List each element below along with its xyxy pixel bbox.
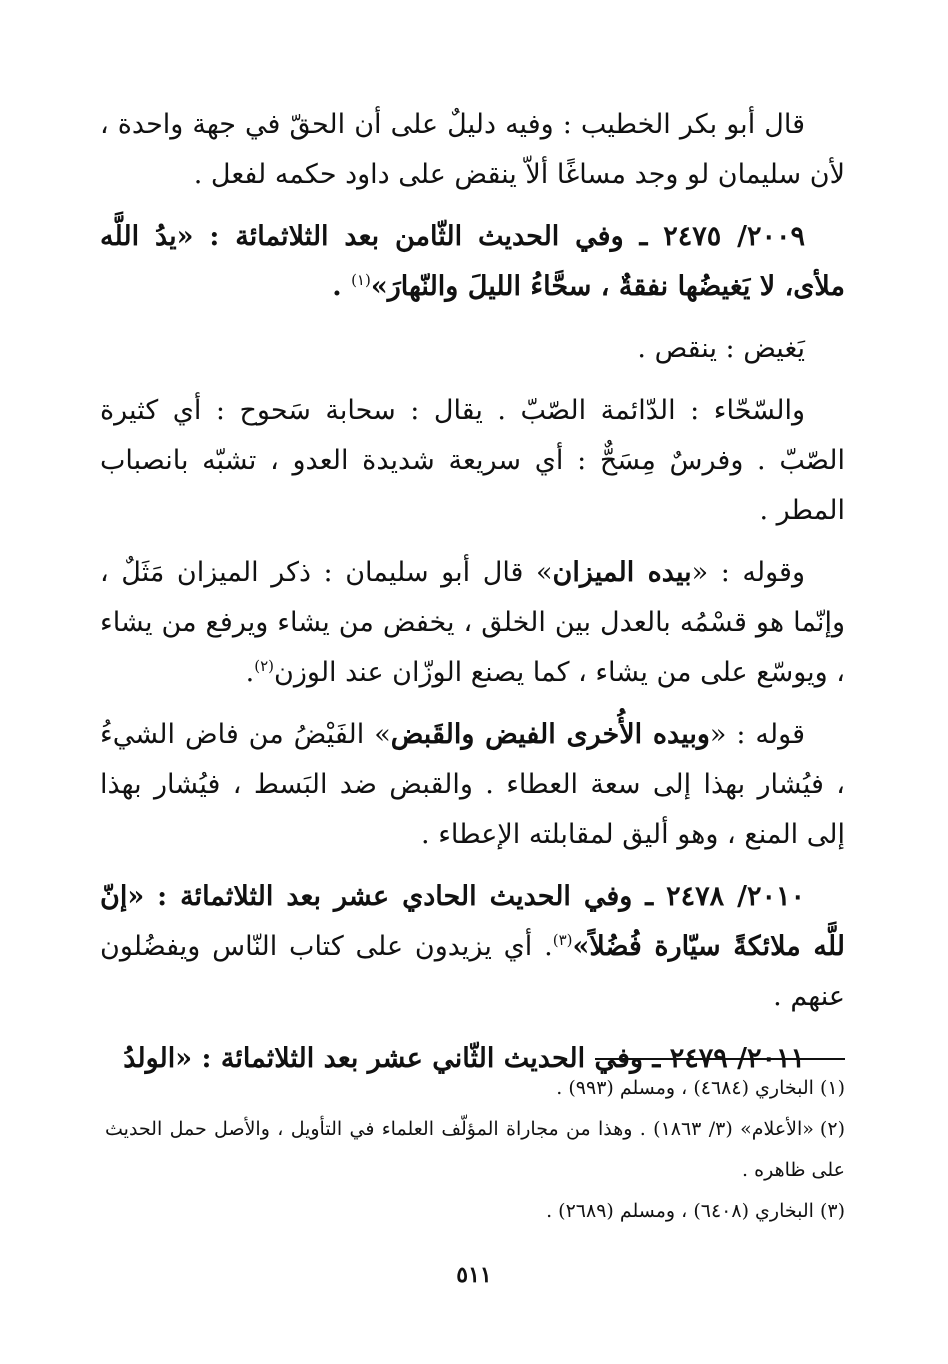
footnotes	[105, 1068, 845, 1232]
paragraph-sahha: والسّحّاء : الدّائمة الصّبّ . يقال : سحابة سَحوح : أي كثيرة الصّبّ . وفرسٌ مِسَحٌّ : أي سريعة شديدة العدو ، تشبّه بانصباب المطر .	[100, 395, 845, 526]
quoted-phrase: بيده الميزان	[552, 557, 692, 588]
footnote-marker-1[interactable]: (١)	[351, 271, 371, 289]
page-body	[100, 100, 845, 1096]
text-segment: وقوله : «	[691, 557, 805, 588]
hadith-text: ـ وفي الحديث الحادي عشر بعد الثلاثمائة : «إنّ للَّه ملائكةً سيّارة فُضُلاً»	[100, 881, 845, 962]
paragraph-khatib-comment: قال أبو بكر الخطيب : وفيه دليلٌ على أن الحقّ في جهة واحدة ، لأن سليمان لو وجد مساغًا ألاّ ينقض على داود حكمه لفعل .	[100, 109, 845, 190]
footnote-number: (٣)	[819, 1200, 845, 1222]
hadith-text: ـ وفي الحديث الثّاني عشر بعد الثلاثمائة : «الولدُ	[123, 1043, 670, 1074]
text-segment: قوله : «	[709, 719, 805, 750]
text-segment: .	[245, 657, 255, 688]
footnote-1	[105, 1068, 845, 1109]
paragraph-mizan	[100, 548, 845, 698]
paragraph-yaghid: يَغيض : ينقص .	[637, 333, 805, 364]
footnote-marker-3[interactable]: (٣)	[552, 931, 573, 949]
hadith-number: ٢٠٠٩/ ٢٤٧٥	[663, 221, 805, 252]
footnote-marker-2[interactable]: (٢)	[254, 657, 274, 675]
footnote-text: البخاري (٤٦٨٤) ، ومسلم (٩٩٣) .	[556, 1077, 814, 1099]
footnote-3	[105, 1191, 845, 1232]
hadith-text: ـ وفي الحديث الثّامن بعد الثلاثمائة : «يدُ اللَّه ملأى، لا يَغيضُها نفقةٌ ، سحَّاءُ الليلَ والنّهارَ»	[100, 221, 845, 302]
hadith-number: ٢٠١٠/ ٢٤٧٨	[666, 881, 805, 912]
hadith-2009	[100, 212, 845, 312]
hadith-tail: . أي يزيدون على كتاب النّاس ويفضُلون عنهم .	[100, 931, 845, 1012]
quoted-phrase: وبيده الأُخرى الفيض والقَبض	[390, 719, 710, 750]
text-segment: » الفَيْضُ من فاض الشيءُ ، فيُشار بهذا إلى سعة العطاء . والقبض ضد البَسط ، فيُشار بهذا إلى المنع ، وهو أليق لمقابلته الإعطاء .	[100, 719, 845, 850]
footnote-2	[105, 1109, 845, 1191]
footnote-number: (١)	[819, 1077, 845, 1099]
footnote-divider	[595, 1058, 845, 1060]
text-segment: » قال أبو سليمان : ذكر الميزان مَثَلٌ ، وإنّما هو قسْمُه بالعدل بين الخلق ، يخفض من يشاء ويرفع من يشاء ، ويوسّع على من يشاء ، كما يصنع الوزّان عند الوزن	[100, 557, 845, 688]
hadith-2010	[100, 872, 845, 1022]
footnote-number: (٢)	[819, 1118, 845, 1140]
footnote-text: «الأعلام» (٣/ ١٨٦٣) . وهذا من مجاراة المؤلّف العلماء في التأويل ، والأصل حمل الحديث على ظاهره .	[105, 1118, 845, 1181]
page-number: ٥١١	[456, 1262, 492, 1288]
hadith-tail: .	[332, 271, 352, 302]
footnote-text: البخاري (٦٤٠٨) ، ومسلم (٢٦٨٩) .	[546, 1200, 814, 1222]
paragraph-fayd	[100, 710, 845, 860]
hadith-number: ٢٠١١/ ٢٤٧٩	[669, 1043, 805, 1074]
